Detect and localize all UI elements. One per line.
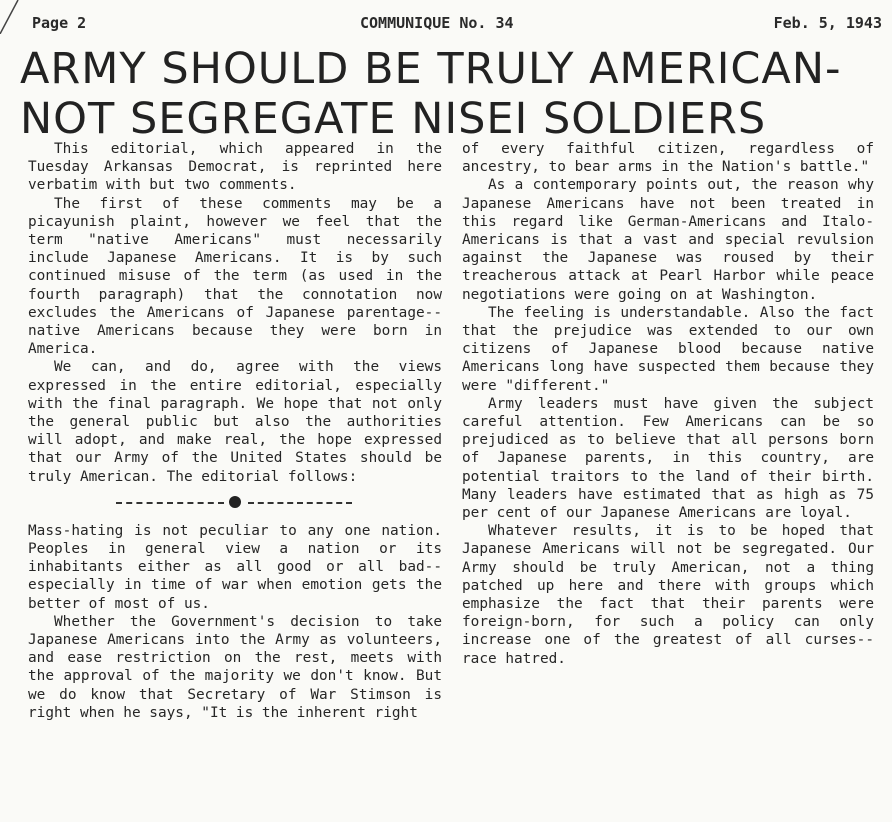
paragraph: The feeling is understandable. Also the fact that the prejudice was extended to our own citizens of Japanese blood because native Americans long have suspected them because they were "different.": [462, 304, 874, 394]
section-divider: [28, 490, 442, 516]
left-column: [28, 140, 442, 722]
right-column: [462, 140, 874, 668]
paragraph: Whether the Government's decision to take Japanese Americans into the Army as volunteers, and ease restriction on the rest, meets with the approval of the majority we don't know. But we do know that Secretary of War Stimson is right when he says, "It is the inherent right: [28, 613, 442, 721]
paragraph: The first of these comments may be a picayunish plaint, however we feel that the term "native Americans" must necessarily include Japanese Americans. It is by such continued misuse of the term (as used in the fourth paragraph) that the connotation now excludes the Americans of Japanese parentage--native Americans because they were born in America.: [28, 195, 442, 358]
divider-dot: [229, 496, 241, 508]
paragraph: Whatever results, it is to be hoped that Japanese Americans will not be segregated. Our Army should be truly American, not a thing patched up here and there with groups which emphasize the fact that their parents were foreign-born, for such a policy can only increase one of the greatest of all curses--race hatred.: [462, 523, 874, 667]
paragraph: of every faithful citizen, regardless of ancestry, to bear arms in the Nation's battle.": [462, 141, 874, 176]
page-number: Page 2: [32, 14, 87, 32]
headline-line-2: NOT SEGREGATE NISEI SOLDIERS: [20, 94, 767, 144]
article-headline: [20, 44, 880, 144]
paragraph: We can, and do, agree with the views expressed in the entire editorial, especially with the final paragraph. We hope that not only the general public but also the authorities will adopt, and make real, the hope expressed that our Army of the United States should be truly American. The editorial follows:: [28, 359, 442, 485]
paragraph: Mass-hating is not peculiar to any one nation. Peoples in general view a nation or its inhabitants either as all good or all bad--especially in time of war when emotion gets the better of most of us.: [28, 522, 442, 612]
issue-date: Feb. 5, 1943: [773, 14, 882, 32]
page-header: [30, 14, 882, 36]
headline-line-1: ARMY SHOULD BE TRULY AMERICAN-: [20, 44, 842, 94]
paragraph: This editorial, which appeared in the Tuesday Arkansas Democrat, is reprinted here verbatim with but two comments.: [28, 141, 442, 194]
paragraph: Army leaders must have given the subject careful attention. Few Americans can be so prejudiced as to believe that all persons born of Japanese parents, in this country, are potential traitors to the land of their birth. Many leaders have estimated that as high as 75 per cent of our Japanese Americans are loyal.: [462, 395, 874, 522]
issue-title: COMMUNIQUE No. 34: [360, 14, 514, 32]
paragraph: As a contemporary points out, the reason why Japanese Americans have not been treated in this regard like German-Americans and Italo-Americans is that a vast and special revulsion against the Japanese was roused by their treacherous attack at Pearl Harbor while peace negotiations were going on at Washington.: [462, 177, 874, 303]
